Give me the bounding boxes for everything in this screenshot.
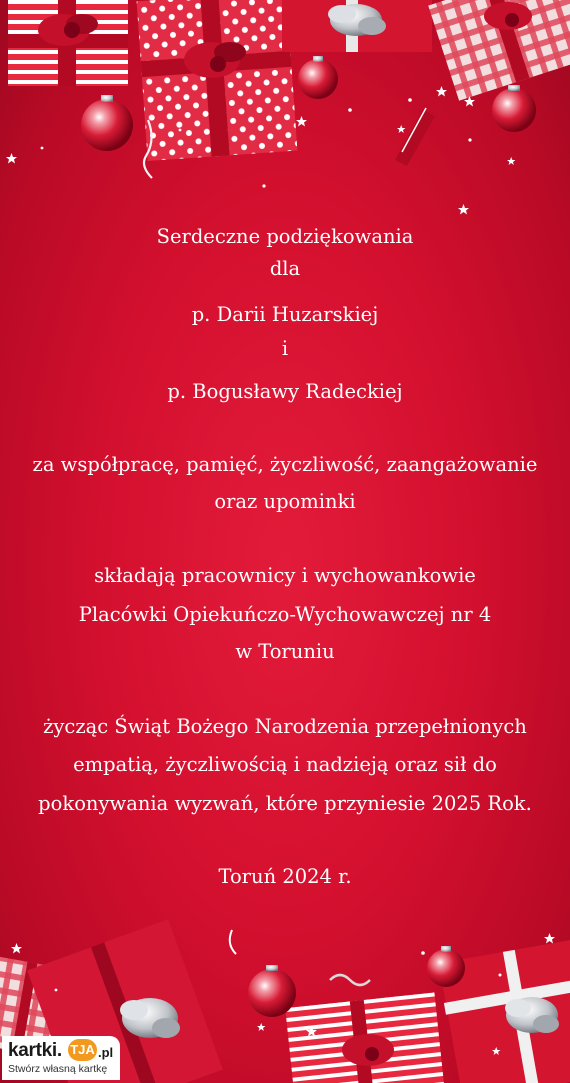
gift-box-polka	[137, 0, 298, 161]
message-line-4: i	[281, 337, 289, 360]
christmas-bauble-right	[492, 85, 536, 132]
message-line-10: w Toruniu	[235, 640, 335, 663]
christmas-bauble-center	[298, 56, 338, 99]
message-line-9: Placówki Opiekuńczo-Wychowawczej nr 4	[78, 603, 492, 626]
message-line-6: za współpracę, pamięć, życzliwość, zaangażowanie	[32, 453, 538, 476]
message-line-7: oraz upominki	[214, 490, 356, 513]
message-line-1: Serdeczne podziękowania	[156, 225, 414, 248]
message-line-13: pokonywania wyzwań, które przyniesie 2025 Rok.	[38, 792, 532, 815]
message-line-11: życząc Świąt Bożego Narodzenia przepełnionych	[43, 715, 527, 738]
message-line-8: składają pracownicy i wychowankowie	[94, 564, 476, 587]
brand-badge	[68, 1039, 97, 1061]
gift-box-stripes-bottom	[285, 992, 445, 1083]
message-line-5: p. Bogusławy Radeckiej	[167, 380, 403, 403]
brand-logo[interactable]	[2, 1036, 120, 1080]
brand-name: kartki.	[8, 1040, 62, 1061]
gift-box-plaid-top-right	[428, 0, 570, 101]
christmas-bauble-bottom-left	[248, 965, 296, 1017]
brand-badge-text: TJA	[70, 1042, 95, 1057]
message-line-12: empatią, życzliwością i nadzieją oraz sił do	[73, 753, 497, 776]
gift-box-silver-bow	[282, 0, 432, 52]
brand-domain: .pl	[98, 1045, 114, 1060]
brand-tagline: Stwórz własną kartkę	[8, 1063, 108, 1075]
message-line-3: p. Darii Huzarskiej	[191, 303, 379, 326]
message-line-14: Toruń 2024 r.	[218, 865, 352, 888]
message-line-2: dla	[269, 257, 301, 280]
christmas-bauble-bottom-right	[427, 946, 465, 987]
gift-box-top-left	[8, 0, 128, 86]
confetti-bottom	[230, 930, 370, 985]
christmas-bauble-left	[81, 95, 133, 151]
